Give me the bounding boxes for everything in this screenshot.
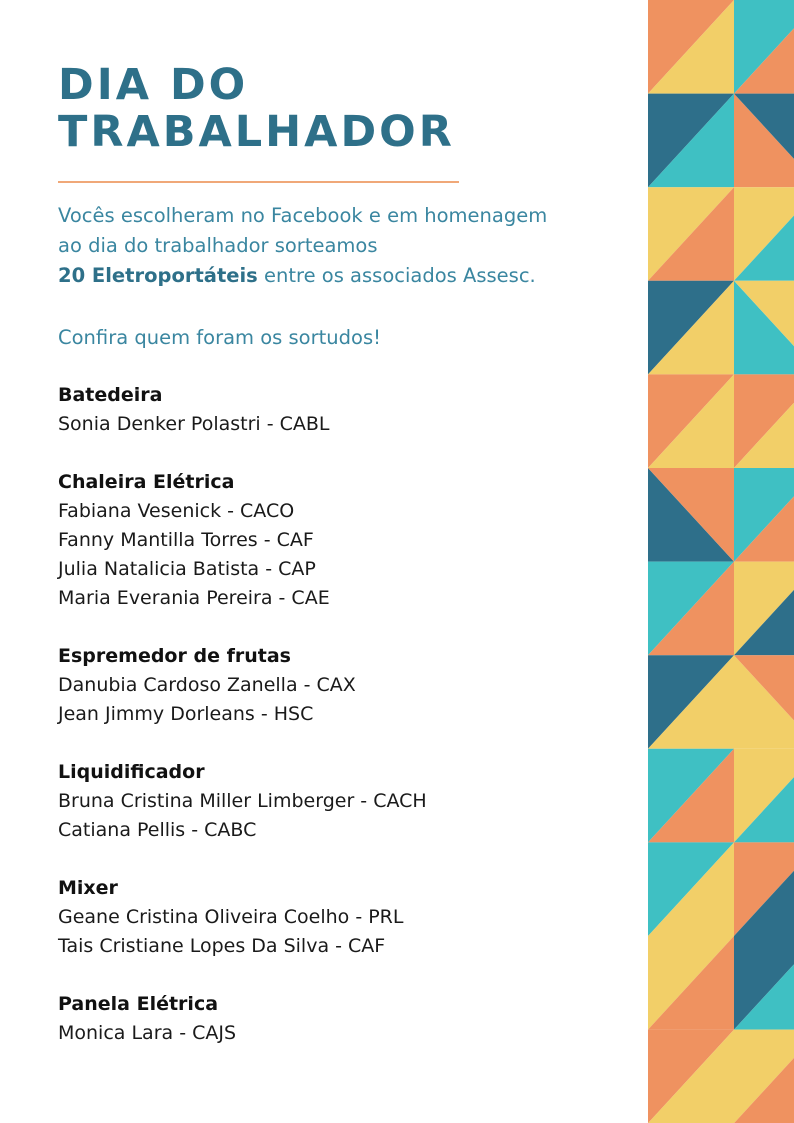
title-divider <box>58 181 459 183</box>
prize-name: Batedeira <box>58 384 163 406</box>
prize-name: Liquidificador <box>58 761 205 783</box>
geometric-pattern <box>648 0 794 1123</box>
winner-name: Jean Jimmy Dorleans - HSC <box>58 703 314 725</box>
intro-line-1: Vocês escolheram no Facebook e em homenagem <box>58 204 548 227</box>
winner-name: Fabiana Vesenick - CACO <box>58 500 295 522</box>
prize-name: Chaleira Elétrica <box>58 471 235 493</box>
prize-chaleira-eletrica <box>58 468 618 613</box>
winner-name: Bruna Cristina Miller Limberger - CACH <box>58 790 427 812</box>
prize-name: Espremedor de frutas <box>58 645 291 667</box>
prize-name: Panela Elétrica <box>58 993 219 1015</box>
intro-paragraph <box>58 201 618 291</box>
winner-name: Monica Lara - CAJS <box>58 1022 237 1044</box>
winner-name: Fanny Mantilla Torres - CAF <box>58 529 314 551</box>
title-line-2: TRABALHADOR <box>58 107 455 157</box>
winner-name: Geane Cristina Oliveira Coelho - PRL <box>58 906 404 928</box>
intro-line-3 <box>58 261 618 291</box>
title-line-1: DIA DO <box>58 60 249 110</box>
page-title <box>58 62 455 156</box>
winner-name: Maria Everania Pereira - CAE <box>58 587 330 609</box>
winner-name: Sonia Denker Polastri - CABL <box>58 413 330 435</box>
winner-name: Catiana Pellis - CABC <box>58 819 257 841</box>
prize-espremedor <box>58 642 618 729</box>
confira-text: Confira quem foram os sortudos! <box>58 326 381 349</box>
intro-highlight: 20 Eletroportáteis <box>58 264 258 287</box>
prize-liquidificador <box>58 758 618 845</box>
prize-mixer <box>58 874 618 961</box>
intro-line-2: ao dia do trabalhador sorteamos <box>58 234 378 257</box>
winner-name: Julia Natalicia Batista - CAP <box>58 558 316 580</box>
prize-list <box>58 381 618 1077</box>
prize-panela-eletrica <box>58 990 618 1048</box>
intro-line-3-rest: entre os associados Assesc. <box>257 264 536 287</box>
prize-name: Mixer <box>58 877 118 899</box>
winner-name: Tais Cristiane Lopes Da Silva - CAF <box>58 935 386 957</box>
prize-batedeira <box>58 381 618 439</box>
winner-name: Danubia Cardoso Zanella - CAX <box>58 674 356 696</box>
